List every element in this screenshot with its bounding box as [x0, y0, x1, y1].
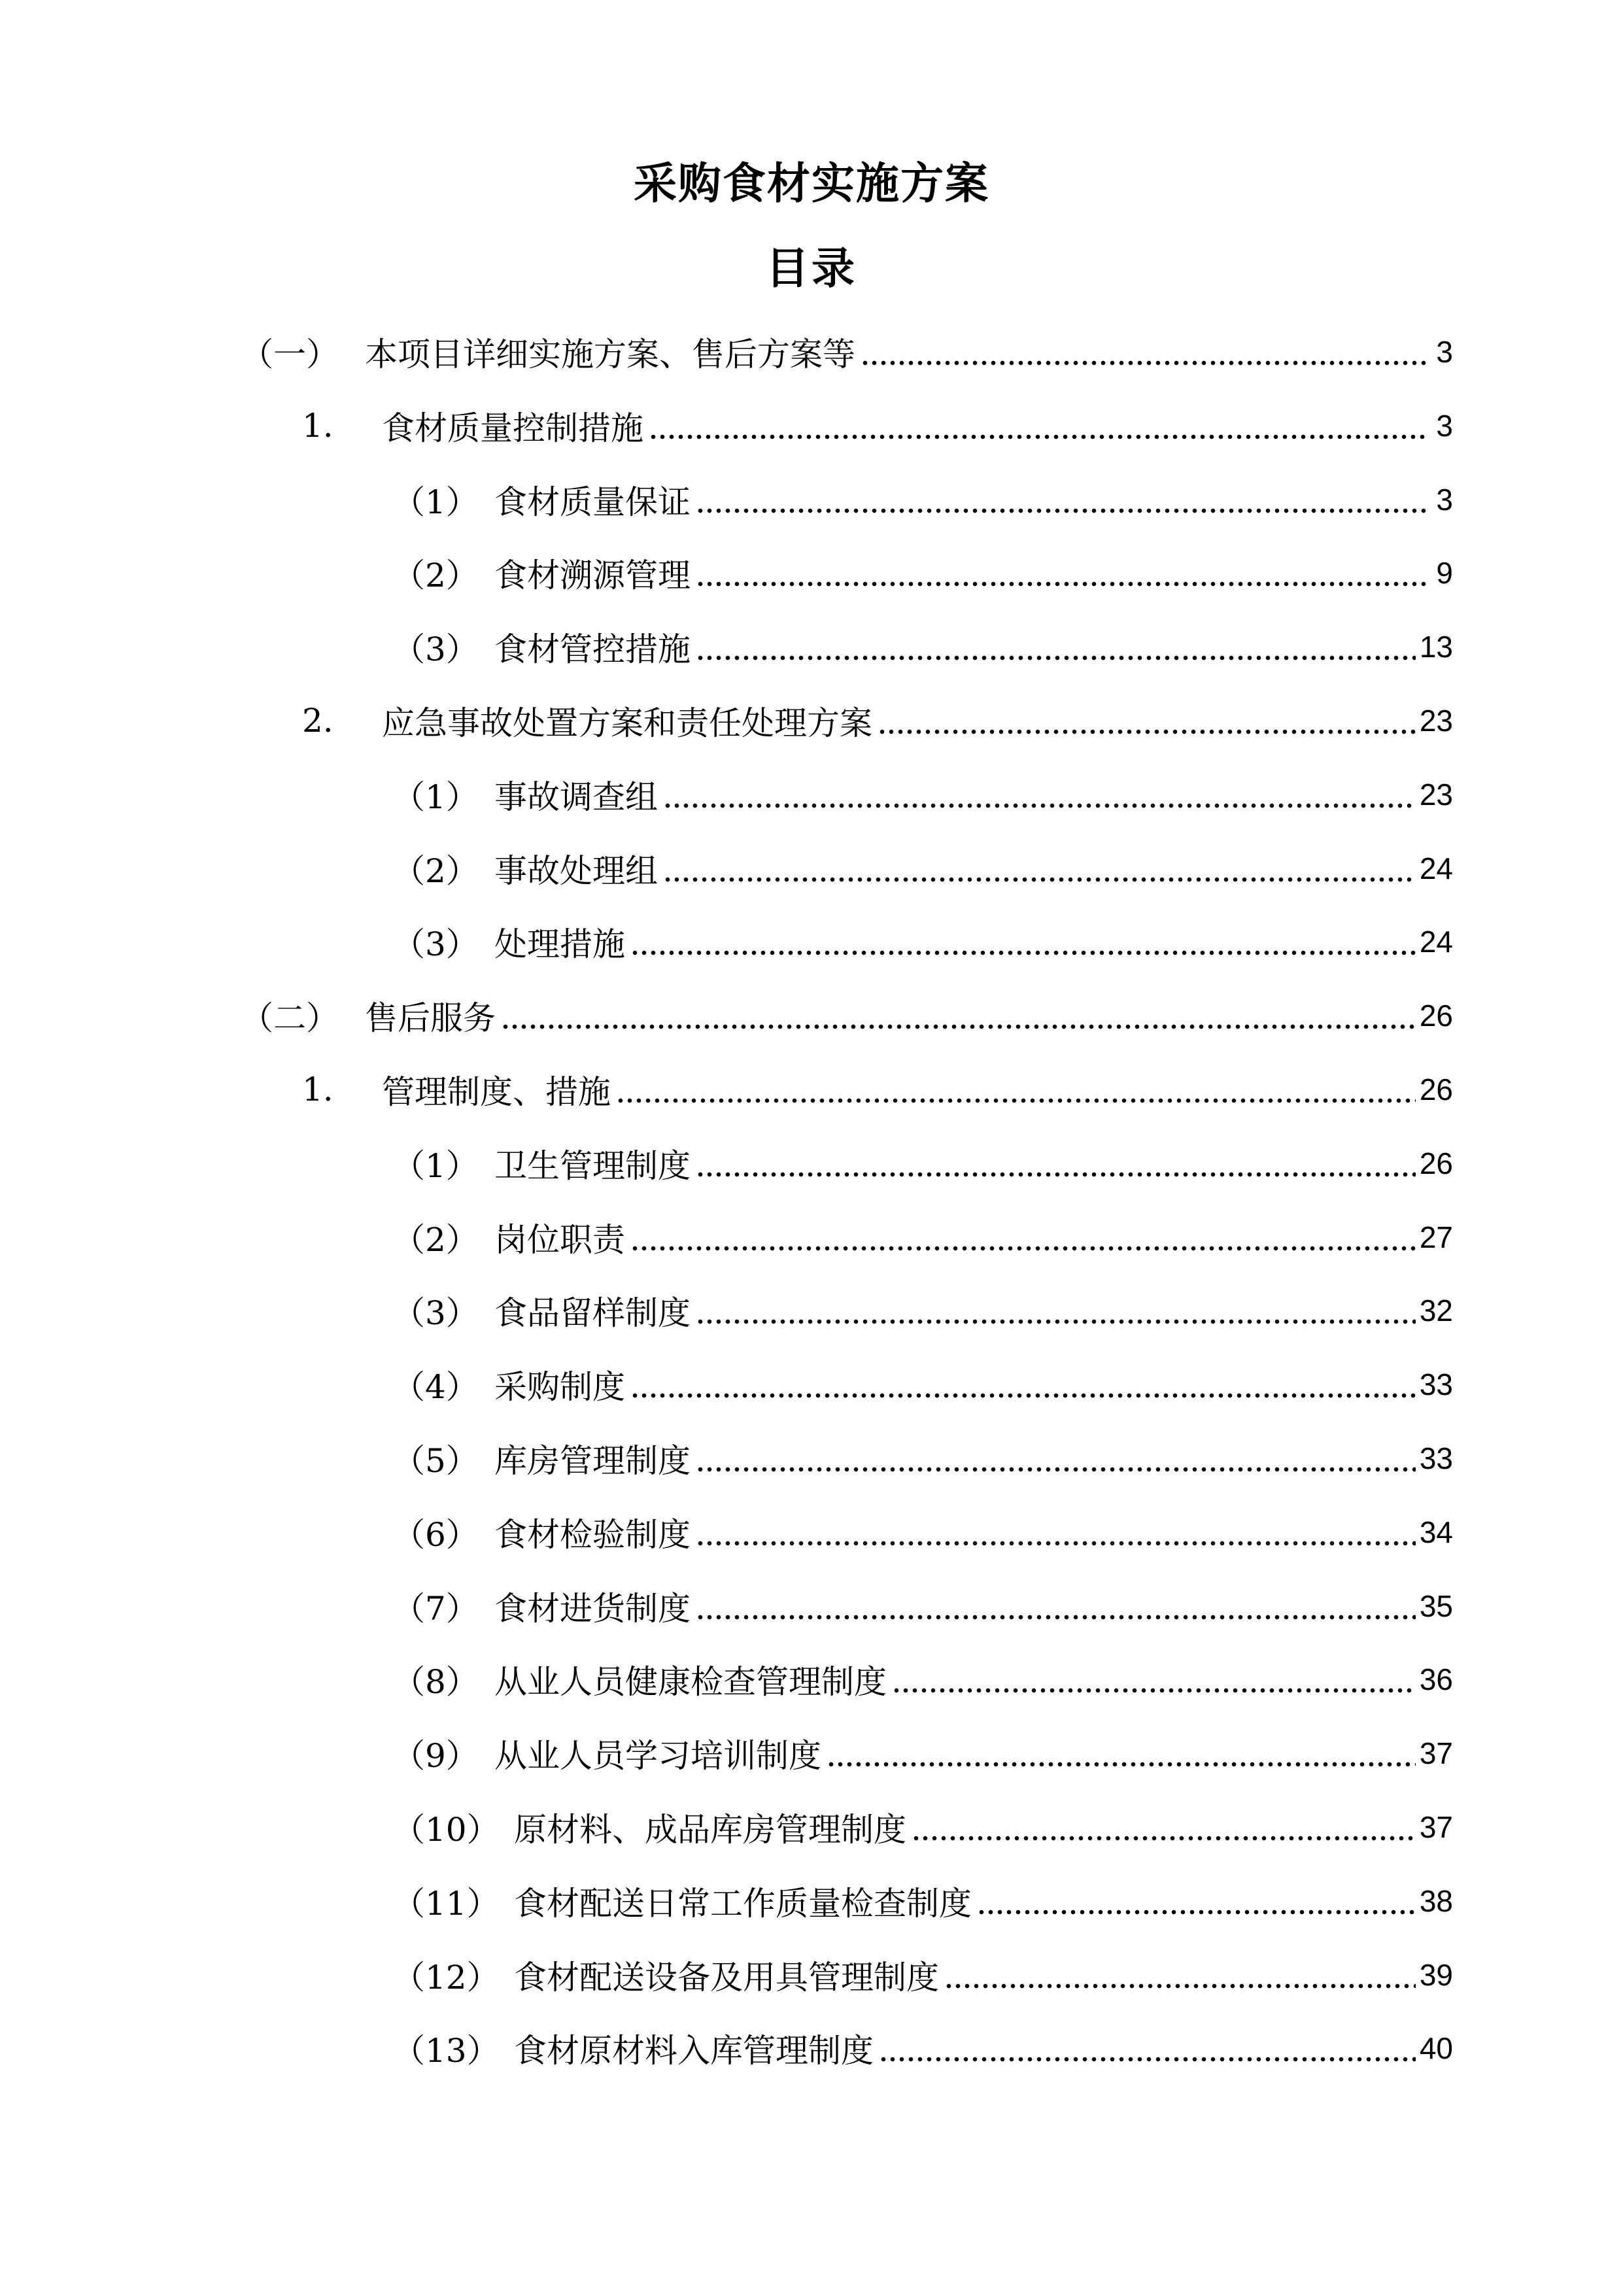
toc-entry-number: （13）	[392, 2032, 500, 2070]
toc-entry-title: 本项目详细实施方案、售后方案等	[365, 335, 855, 373]
toc-entry-number: （1）	[392, 778, 479, 816]
toc-entry-page-number: 32	[1419, 1294, 1453, 1328]
toc-entry[interactable]	[392, 1796, 1453, 1859]
toc-entry-title: 食材配送设备及用具管理制度	[514, 1958, 939, 1996]
toc-entry-page-number: 24	[1419, 851, 1453, 885]
toc-dot-leader	[696, 1586, 1416, 1626]
toc-entry[interactable]	[392, 1279, 1453, 1342]
toc-entry-page-number: 23	[1419, 777, 1453, 812]
toc-entry-number: （2）	[392, 1220, 479, 1259]
toc-entry[interactable]	[392, 1427, 1453, 1490]
toc-entry-title: 库房管理制度	[494, 1442, 691, 1480]
toc-entry-page-number: 37	[1419, 1810, 1453, 1844]
toc-entry-title: 事故处理组	[494, 851, 658, 890]
toc-entry-number: （3）	[392, 630, 479, 669]
toc-dot-leader	[878, 701, 1416, 740]
toc-entry-page-number: 26	[1419, 1146, 1453, 1180]
toc-dot-leader	[649, 406, 1429, 445]
toc-entry-title: 处理措施	[494, 925, 625, 964]
toc-entry-title: 食材溯源管理	[494, 557, 691, 595]
toc-entry-number: （二）	[241, 999, 339, 1038]
toc-entry-title: 食材原材料入库管理制度	[514, 2032, 874, 2070]
toc-entry-title: 食材检验制度	[494, 1515, 691, 1554]
toc-entry[interactable]	[241, 320, 1453, 383]
toc-entry[interactable]	[392, 1353, 1453, 1416]
toc-entry-page-number: 23	[1419, 704, 1453, 738]
toc-entry[interactable]	[241, 984, 1453, 1047]
toc-entry[interactable]	[392, 1722, 1453, 1785]
toc-entry-page-number: 38	[1419, 1883, 1453, 1918]
toc-entry-page-number: 27	[1419, 1220, 1453, 1254]
toc-entry-title: 采购制度	[494, 1368, 625, 1407]
toc-entry-number: （4）	[392, 1368, 479, 1407]
toc-dot-leader	[630, 1218, 1416, 1257]
document-title: 采购食材实施方案	[634, 158, 989, 209]
toc-entry-page-number: 34	[1419, 1515, 1453, 1549]
toc-dot-leader	[663, 775, 1416, 814]
toc-dot-leader	[977, 1881, 1416, 1921]
toc-entry-title: 食材质量保证	[494, 483, 691, 521]
toc-entry-title: 管理制度、措施	[382, 1073, 611, 1111]
toc-entry-number: （6）	[392, 1515, 479, 1554]
toc-entry-number: （2）	[392, 851, 479, 890]
toc-entry-number: （1）	[392, 483, 479, 521]
toc-dot-leader	[912, 1808, 1416, 1847]
toc-entry-number: （一）	[241, 335, 339, 373]
toc-entry-number: （8）	[392, 1663, 479, 1702]
toc-entry-number: 2.	[302, 702, 333, 740]
toc-entry-page-number: 9	[1436, 556, 1453, 591]
toc-dot-leader	[696, 480, 1429, 519]
toc-entry[interactable]	[302, 1058, 1453, 1121]
toc-entry-number: （12）	[392, 1958, 500, 1996]
toc-dot-leader	[501, 996, 1416, 1035]
toc-entry-title: 食材进货制度	[494, 1589, 691, 1628]
toc-dot-leader	[663, 849, 1416, 888]
toc-entry-title: 食品留样制度	[494, 1294, 691, 1333]
toc-entry-page-number: 35	[1419, 1588, 1453, 1623]
toc-entry[interactable]	[392, 2017, 1453, 2080]
toc-dot-leader	[892, 1660, 1416, 1699]
toc-entry[interactable]	[392, 541, 1453, 604]
toc-dot-leader	[630, 1365, 1416, 1404]
toc-entry-number: （11）	[392, 1884, 500, 1923]
toc-entry-number: （2）	[392, 557, 479, 595]
toc-entry-number: （7）	[392, 1589, 479, 1628]
toc-entry[interactable]	[392, 1870, 1453, 1932]
toc-entry-title: 原材料、成品库房管理制度	[514, 1811, 906, 1849]
toc-dot-leader	[696, 553, 1429, 592]
toc-entry-page-number: 33	[1419, 1441, 1453, 1475]
toc-heading: 目录	[766, 243, 857, 294]
toc-entry-number: （10）	[392, 1811, 500, 1849]
toc-entry[interactable]	[302, 689, 1453, 752]
toc-entry-page-number: 40	[1419, 2031, 1453, 2066]
toc-entry-page-number: 3	[1436, 482, 1453, 517]
toc-entry[interactable]	[302, 394, 1453, 457]
toc-entry-page-number: 24	[1419, 925, 1453, 959]
toc-entry-page-number: 26	[1419, 1072, 1453, 1106]
toc-entry-page-number: 3	[1436, 335, 1453, 369]
toc-entry[interactable]	[392, 1132, 1453, 1195]
toc-entry-page-number: 3	[1436, 408, 1453, 443]
toc-dot-leader	[616, 1070, 1416, 1109]
toc-entry-page-number: 36	[1419, 1662, 1453, 1697]
toc-entry[interactable]	[392, 1648, 1453, 1711]
toc-dot-leader	[879, 2029, 1416, 2068]
toc-entry[interactable]	[392, 1575, 1453, 1637]
toc-entry[interactable]	[392, 1501, 1453, 1564]
toc-dot-leader	[696, 1144, 1416, 1183]
toc-entry-number: 1.	[302, 406, 333, 445]
toc-entry-page-number: 13	[1419, 630, 1453, 664]
toc-dot-leader	[861, 332, 1429, 371]
toc-dot-leader	[827, 1734, 1416, 1773]
toc-entry-title: 食材配送日常工作质量检查制度	[514, 1884, 972, 1923]
toc-entry-title: 从业人员学习培训制度	[494, 1737, 821, 1775]
toc-entry[interactable]	[392, 1206, 1453, 1269]
toc-entry-title: 应急事故处置方案和责任处理方案	[382, 704, 872, 742]
toc-dot-leader	[630, 922, 1416, 961]
toc-entry[interactable]	[392, 910, 1453, 973]
toc-entry[interactable]	[392, 468, 1453, 531]
toc-entry-number: 1.	[302, 1071, 333, 1108]
toc-entry[interactable]	[392, 837, 1453, 900]
toc-entry[interactable]	[392, 763, 1453, 826]
toc-entry-number: （3）	[392, 925, 479, 964]
toc-entry[interactable]	[392, 1944, 1453, 2006]
toc-entry-number: （5）	[392, 1442, 479, 1480]
toc-entry-title: 从业人员健康检查管理制度	[494, 1663, 887, 1702]
toc-entry[interactable]	[392, 615, 1453, 678]
toc-entry-page-number: 26	[1419, 999, 1453, 1033]
toc-dot-leader	[944, 1955, 1416, 1995]
toc-entry-page-number: 33	[1419, 1367, 1453, 1402]
toc-entry-number: （9）	[392, 1737, 479, 1775]
toc-entry-title: 食材管控措施	[494, 630, 691, 669]
toc-entry-number: （3）	[392, 1294, 479, 1333]
toc-dot-leader	[696, 1513, 1416, 1552]
toc-entry-page-number: 39	[1419, 1957, 1453, 1992]
toc-entry-title: 售后服务	[365, 999, 496, 1038]
toc-dot-leader	[696, 627, 1416, 666]
toc-entry-title: 食材质量控制措施	[382, 409, 643, 447]
toc-dot-leader	[696, 1439, 1416, 1478]
toc-entry-number: （1）	[392, 1146, 479, 1185]
toc-entry-title: 岗位职责	[494, 1220, 625, 1259]
toc-dot-leader	[696, 1291, 1416, 1330]
toc-entry-title: 卫生管理制度	[494, 1146, 691, 1185]
toc-entry-title: 事故调查组	[494, 778, 658, 816]
toc-entry-page-number: 37	[1419, 1736, 1453, 1771]
